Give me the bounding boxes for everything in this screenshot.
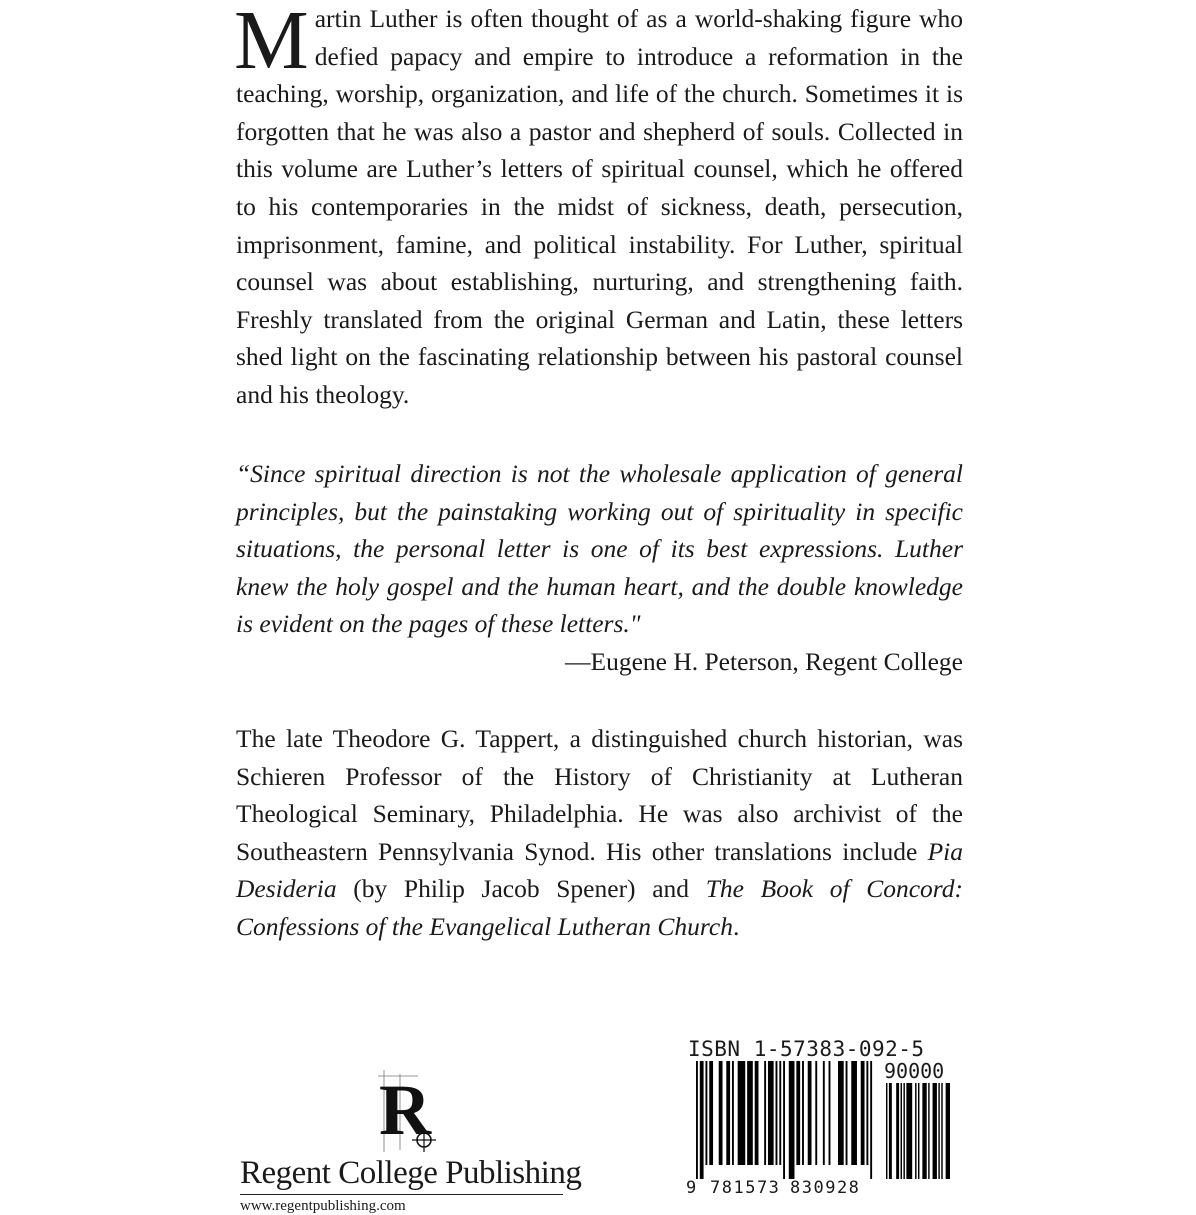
bio-text: The late Theodore G. Tappert, a distinguished church historian, was Schieren Professor of the History of Christianity at Lutheran Theological Seminary, Philadelphia. He was also archivist of the Southeastern Pennsylvania Synod. His other translations include xyxy=(236,724,963,866)
barcode-bar xyxy=(861,1061,865,1165)
isbn-number: ISBN 1-57383-092-5 xyxy=(688,1037,925,1061)
endorsement-quote xyxy=(236,455,963,643)
barcode-bar xyxy=(700,1061,704,1179)
book-title-book-of-concord: The Book of Concord: Confessions of the Evangelical Lutheran Church xyxy=(236,874,964,941)
barcode-bar xyxy=(705,1061,707,1165)
barcode-bar xyxy=(768,1061,774,1165)
ean-left-digits: 781573 xyxy=(710,1178,781,1198)
isbn-barcode xyxy=(682,1037,962,1198)
barcode-bar xyxy=(928,1083,929,1179)
barcode-bar xyxy=(755,1061,759,1165)
barcode-bar xyxy=(815,1061,817,1165)
bio-paragraph xyxy=(236,720,963,946)
publisher-name: Regent College Publishing xyxy=(240,1155,582,1191)
publisher-url: www.regentpublishing.com xyxy=(240,1198,406,1214)
barcode-bar xyxy=(846,1061,848,1165)
ean-right-digits: 830928 xyxy=(790,1178,861,1198)
barcode-bar xyxy=(946,1083,950,1179)
barcode-bar xyxy=(779,1061,781,1165)
book-title-pia-desideria: Pia Desideria xyxy=(236,836,963,904)
barcode-bar xyxy=(796,1061,800,1165)
barcode-bar xyxy=(941,1083,942,1179)
addon-barcode-bars xyxy=(886,1083,950,1179)
regent-r-logo-icon xyxy=(376,1066,436,1156)
barcode-bar xyxy=(915,1083,916,1179)
barcode-bar xyxy=(719,1061,723,1165)
ean-first-digit: 9 xyxy=(686,1178,697,1198)
logo-divider xyxy=(240,1194,563,1195)
barcode-bar xyxy=(783,1061,785,1179)
barcode-bar xyxy=(802,1061,804,1165)
quote-text: “Since spiritual direction is not the wholesale application of general principles, but the painstaking working out of spirituality in specific situations, the personal letter is one of its best expressions. Luther knew the holy gospel and the human heart, and the double knowledge is evident on the pages of these letters." xyxy=(236,459,963,639)
barcode-bar xyxy=(808,1061,812,1165)
barcode-bar xyxy=(918,1083,919,1179)
logo-letter: R xyxy=(379,1070,431,1150)
drop-cap: M xyxy=(234,0,309,87)
quote-attribution: —Eugene H. Peterson, Regent College xyxy=(565,647,963,676)
barcode-bar xyxy=(938,1083,939,1179)
bio-text-middle: (by Philip Jacob Spener) and xyxy=(336,874,706,904)
barcode-bar xyxy=(870,1061,872,1179)
barcode-bar xyxy=(933,1083,937,1179)
price-code: 90000 xyxy=(884,1059,945,1083)
barcode-bar xyxy=(903,1083,904,1179)
barcode-bar xyxy=(886,1083,887,1179)
barcode-bar xyxy=(851,1061,857,1165)
barcode-bar xyxy=(738,1061,746,1165)
barcode-bar xyxy=(829,1061,831,1165)
barcode-bar xyxy=(709,1061,713,1165)
barcode-bar xyxy=(747,1061,753,1165)
book-description xyxy=(236,0,963,414)
barcode-bar xyxy=(776,1061,778,1165)
barcode-bar xyxy=(896,1083,899,1179)
barcode-bar xyxy=(901,1083,902,1179)
description-paragraph xyxy=(236,0,963,414)
bio-text-end: . xyxy=(732,911,740,941)
barcode-bar xyxy=(866,1061,868,1165)
barcode-bar xyxy=(838,1061,844,1165)
barcode-bar xyxy=(922,1083,926,1179)
ean-barcode-bars xyxy=(696,1061,874,1179)
barcode-bar xyxy=(889,1083,892,1179)
barcode-bar xyxy=(726,1061,730,1165)
barcode-bar xyxy=(732,1061,734,1165)
barcode-bar xyxy=(789,1061,795,1179)
barcode-bar xyxy=(823,1061,825,1165)
translator-bio xyxy=(236,720,963,946)
description-text: artin Luther is often thought of as a world-shaking figure who defied papacy and empire to introduce a reformation in the teaching, worship, organization, and life of the church. Sometimes it is forgotten that he was also a pastor and shepherd of souls. Collected in this volume are Luther’s letters of spiritual counsel, which he offered to his contemporaries in the midst of sickness, death, persecution, imprisonment, famine, and political instability. For Luther, spiritual counsel was about establishing, nurturing, and strengthening faith. Freshly translated from the original German and Latin, these letters shed light on the fascinating relationship between his pastoral counsel and his theology. xyxy=(236,4,963,409)
barcode-bar xyxy=(764,1061,766,1165)
barcode-bar xyxy=(696,1061,698,1179)
barcode-bar xyxy=(906,1083,912,1179)
